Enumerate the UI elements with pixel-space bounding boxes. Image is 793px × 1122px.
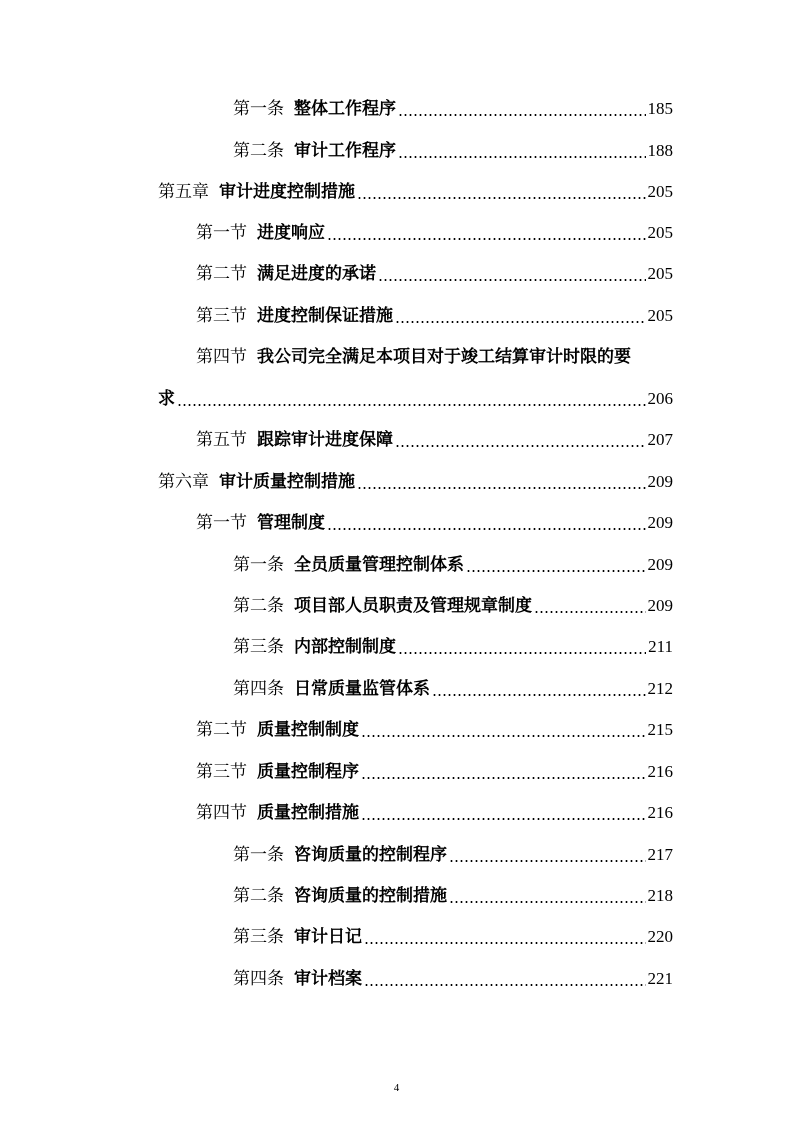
toc-entry-number: 第三条 bbox=[233, 927, 284, 947]
toc-entry-number: 第一条 bbox=[233, 555, 284, 575]
toc-entry[interactable] bbox=[0, 840, 793, 870]
dot-leader bbox=[432, 694, 646, 696]
toc-entry[interactable] bbox=[0, 301, 793, 331]
toc-entry-title: 我公司完全满足本项目对于竣工结算审计时限的要 bbox=[257, 347, 631, 367]
toc-entry-number: 第二条 bbox=[233, 596, 284, 616]
dot-leader bbox=[361, 777, 646, 779]
toc-entry-page: 218 bbox=[647, 886, 673, 905]
toc-entry-title: 进度控制保证措施 bbox=[257, 306, 393, 326]
toc-entry-page: 217 bbox=[647, 845, 673, 864]
toc-entry-page: 209 bbox=[647, 596, 673, 615]
toc-entry-title: 审计进度控制措施 bbox=[219, 182, 355, 202]
toc-entry[interactable] bbox=[0, 881, 793, 911]
toc-entry[interactable] bbox=[0, 922, 793, 952]
toc-entry[interactable] bbox=[0, 94, 793, 124]
toc-entry-number: 第四条 bbox=[233, 969, 284, 989]
toc-entry-number: 第一节 bbox=[196, 513, 247, 533]
toc-entry-number: 第二节 bbox=[196, 264, 247, 284]
dot-leader bbox=[449, 901, 646, 903]
dot-leader bbox=[357, 487, 646, 489]
dot-leader bbox=[466, 570, 646, 572]
toc-entry-title: 日常质量监管体系 bbox=[294, 679, 430, 699]
toc-entry[interactable] bbox=[0, 591, 793, 621]
dot-leader bbox=[327, 528, 646, 530]
toc-entry[interactable] bbox=[0, 425, 793, 455]
page-number: 4 bbox=[393, 1082, 400, 1094]
dot-leader bbox=[361, 735, 646, 737]
toc-entry-number: 第三节 bbox=[196, 762, 247, 782]
toc-entry-page: 207 bbox=[647, 430, 673, 449]
toc-entry-page: 205 bbox=[647, 182, 673, 201]
dot-leader bbox=[378, 279, 646, 281]
toc-entry-title: 进度响应 bbox=[257, 223, 325, 243]
toc-entry-title: 审计档案 bbox=[294, 969, 362, 989]
toc-entry-number: 第二条 bbox=[233, 886, 284, 906]
toc-entry-title: 质量控制制度 bbox=[257, 720, 359, 740]
toc-entry-number: 第四节 bbox=[196, 803, 247, 823]
toc-entry-page: 211 bbox=[648, 637, 673, 656]
toc-entry-title: 咨询质量的控制措施 bbox=[294, 886, 447, 906]
toc-entry-page: 209 bbox=[647, 472, 673, 491]
toc-entry-title: 内部控制制度 bbox=[294, 637, 396, 657]
toc-entry-title: 质量控制措施 bbox=[257, 803, 359, 823]
toc-entry[interactable] bbox=[0, 715, 793, 745]
toc-entry-title: 整体工作程序 bbox=[294, 99, 396, 119]
toc-entry-page: 188 bbox=[647, 141, 673, 160]
toc-entry[interactable] bbox=[0, 964, 793, 994]
dot-leader bbox=[357, 197, 646, 199]
toc-entry-page: 212 bbox=[647, 679, 673, 698]
toc-entry[interactable] bbox=[0, 508, 793, 538]
toc-entry-number: 第五节 bbox=[196, 430, 247, 450]
toc-entry-page: 221 bbox=[647, 969, 673, 988]
toc-entry-title: 审计质量控制措施 bbox=[219, 472, 355, 492]
toc-entry-title: 满足进度的承诺 bbox=[257, 264, 376, 284]
toc-entry-number: 第二条 bbox=[233, 141, 284, 161]
toc-entry-title: 管理制度 bbox=[257, 513, 325, 533]
toc-entry-title: 质量控制程序 bbox=[257, 762, 359, 782]
toc-entry-page: 206 bbox=[647, 389, 673, 408]
toc-entry-number: 第四条 bbox=[233, 679, 284, 699]
toc-entry-page: 215 bbox=[647, 720, 673, 739]
toc-entry[interactable] bbox=[0, 674, 793, 704]
toc-entry[interactable] bbox=[0, 259, 793, 289]
toc-entry[interactable] bbox=[0, 218, 793, 248]
toc-entry-page: 205 bbox=[647, 223, 673, 242]
toc-entry-title: 审计日记 bbox=[294, 927, 362, 947]
toc-entry-number: 第三条 bbox=[233, 637, 284, 657]
toc-entry-page: 216 bbox=[647, 762, 673, 781]
toc-entry-page: 209 bbox=[647, 555, 673, 574]
dot-leader bbox=[364, 942, 646, 944]
dot-leader bbox=[395, 321, 646, 323]
toc-entry-page: 185 bbox=[647, 99, 673, 118]
toc-entry-number: 第一条 bbox=[233, 99, 284, 119]
dot-leader bbox=[398, 652, 646, 654]
dot-leader bbox=[361, 818, 646, 820]
toc-entry-page: 220 bbox=[647, 927, 673, 946]
toc-entry[interactable] bbox=[0, 632, 793, 662]
toc-entry-title: 项目部人员职责及管理规章制度 bbox=[294, 596, 532, 616]
toc-entry-title: 审计工作程序 bbox=[294, 141, 396, 161]
toc-entry-page: 205 bbox=[647, 264, 673, 283]
dot-leader bbox=[449, 860, 646, 862]
toc-entry-number: 第三节 bbox=[196, 306, 247, 326]
toc-entry-number: 第二节 bbox=[196, 720, 247, 740]
dot-leader bbox=[534, 611, 646, 613]
toc-entry-title: 全员质量管理控制体系 bbox=[294, 555, 464, 575]
toc-entry-title: 跟踪审计进度保障 bbox=[257, 430, 393, 450]
toc-entry-wrapped[interactable] bbox=[0, 342, 793, 372]
dot-leader bbox=[395, 445, 646, 447]
toc-entry-page: 205 bbox=[647, 306, 673, 325]
toc-entry-number: 第六章 bbox=[158, 472, 209, 492]
toc-entry-number: 第一节 bbox=[196, 223, 247, 243]
toc-entry[interactable] bbox=[0, 757, 793, 787]
toc-entry[interactable] bbox=[0, 136, 793, 166]
toc-entry-page: 209 bbox=[647, 513, 673, 532]
toc-entry-title-continuation: 求 bbox=[158, 389, 175, 409]
toc-entry-chapter[interactable] bbox=[0, 467, 793, 497]
dot-leader bbox=[398, 156, 646, 158]
toc-entry[interactable] bbox=[0, 798, 793, 828]
toc-entry-page: 216 bbox=[647, 803, 673, 822]
toc-entry[interactable] bbox=[0, 550, 793, 580]
toc-entry-number: 第五章 bbox=[158, 182, 209, 202]
toc-entry-title: 咨询质量的控制程序 bbox=[294, 845, 447, 865]
dot-leader bbox=[398, 114, 646, 116]
toc-entry-number: 第一条 bbox=[233, 845, 284, 865]
dot-leader bbox=[364, 984, 646, 986]
toc-entry-chapter[interactable] bbox=[0, 177, 793, 207]
toc-entry-wrapped-continuation[interactable] bbox=[0, 384, 793, 414]
dot-leader bbox=[327, 238, 646, 240]
toc-entry-number: 第四节 bbox=[196, 347, 247, 367]
dot-leader bbox=[177, 404, 646, 406]
